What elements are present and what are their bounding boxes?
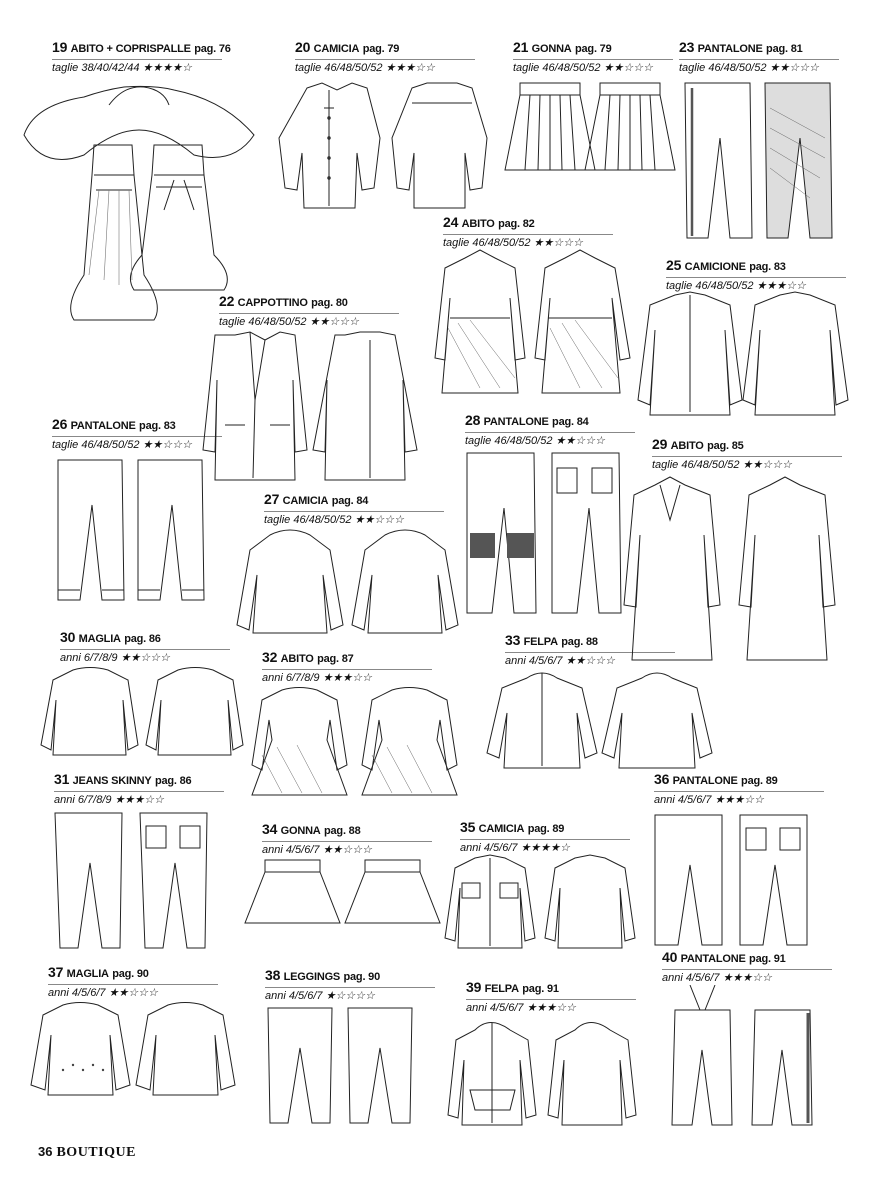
- item-sizes: anni 4/5/6/7: [262, 844, 320, 856]
- item-name: CAMICIA: [313, 43, 360, 55]
- sketch-trousers-36: [650, 810, 830, 950]
- divider: [465, 432, 635, 433]
- item-number: 27: [264, 491, 280, 507]
- item-number: 33: [505, 632, 521, 648]
- item-number: 39: [466, 979, 482, 995]
- item-page: pag. 79: [362, 43, 400, 55]
- item-sizes: taglie 38/40/42/44: [52, 62, 140, 74]
- item-number: 26: [52, 416, 68, 432]
- divider: [262, 669, 432, 670]
- item-number: 29: [652, 436, 668, 452]
- item-number: 36: [654, 771, 670, 787]
- sketch-dress-32: [242, 685, 467, 800]
- item-number: 38: [265, 967, 281, 983]
- item-name: PANTALONE: [70, 420, 136, 432]
- item-sizes: taglie 46/48/50/52: [666, 280, 754, 292]
- item-40: [662, 950, 832, 985]
- item-sizes: anni 4/5/6/7: [460, 842, 518, 854]
- item-number: 37: [48, 964, 64, 980]
- item-sizes: taglie 46/48/50/52: [465, 435, 553, 447]
- item-sizes: taglie 46/48/50/52: [264, 514, 352, 526]
- item-29: [652, 437, 842, 472]
- item-number: 19: [52, 39, 68, 55]
- item-name: PANTALONE: [672, 775, 738, 787]
- sketch-dress-29: [620, 475, 860, 665]
- item-19: [52, 39, 231, 75]
- item-page: pag. 88: [323, 825, 361, 837]
- difficulty-stars: ★☆☆☆☆: [325, 990, 375, 1002]
- sketch-shirt-20: [262, 78, 502, 210]
- sketch-sweater-30: [38, 665, 248, 765]
- item-sizes: anni 4/5/6/7: [662, 972, 720, 984]
- item-page: pag. 80: [311, 297, 348, 309]
- item-page: pag. 89: [741, 775, 778, 787]
- item-name: PANTALONE: [483, 416, 549, 428]
- item-page: pag. 76: [194, 43, 231, 55]
- difficulty-stars: ★★☆☆☆: [769, 62, 819, 74]
- difficulty-stars: ★★★☆☆: [114, 794, 164, 806]
- item-name: PANTALONE: [680, 953, 746, 965]
- item-name: GONNA: [531, 43, 572, 55]
- sketch-longshirt-25: [630, 290, 860, 418]
- divider: [48, 984, 218, 985]
- item-page: pag. 90: [112, 968, 149, 980]
- sketch-trousers-40: [660, 985, 840, 1130]
- item-name: ABITO: [670, 440, 704, 452]
- item-37: [48, 965, 218, 1000]
- item-32: [262, 650, 432, 685]
- item-page: pag. 84: [552, 416, 589, 428]
- sketch-trousers-26: [50, 455, 230, 605]
- item-number: 25: [666, 257, 682, 273]
- item-sizes: anni 6/7/8/9: [262, 672, 320, 684]
- item-number: 40: [662, 949, 678, 965]
- sketch-hoodie-39: [440, 1015, 640, 1130]
- divider: [264, 511, 444, 512]
- difficulty-stars: ★★☆☆☆: [742, 459, 792, 471]
- difficulty-stars: ★★☆☆☆: [309, 316, 359, 328]
- item-page: pag. 82: [498, 218, 535, 230]
- item-page: pag. 91: [522, 983, 559, 995]
- page-number: 36: [38, 1144, 53, 1159]
- divider: [679, 59, 839, 60]
- sketch-jeans-31: [50, 808, 230, 953]
- item-name: ABITO + COPRISPALLE: [70, 43, 191, 55]
- item-name: MAGLIA: [66, 968, 109, 980]
- item-page: pag. 90: [343, 971, 381, 983]
- item-page: pag. 87: [317, 653, 354, 665]
- sketch-leggings-38: [260, 1003, 430, 1128]
- item-number: 28: [465, 412, 481, 428]
- item-sizes: taglie 46/48/50/52: [679, 62, 767, 74]
- page-footer: [38, 1143, 136, 1161]
- difficulty-stars: ★★☆☆☆: [354, 514, 404, 526]
- item-name: ABITO: [280, 653, 314, 665]
- item-sizes: taglie 46/48/50/52: [219, 316, 307, 328]
- item-number: 21: [513, 39, 529, 55]
- divider: [262, 841, 432, 842]
- difficulty-stars: ★★★☆☆: [722, 972, 772, 984]
- item-sizes: anni 4/5/6/7: [48, 987, 106, 999]
- item-34: [262, 822, 432, 857]
- item-name: MAGLIA: [78, 633, 121, 645]
- item-20: [295, 40, 475, 75]
- item-name: ABITO: [461, 218, 495, 230]
- difficulty-stars: ★★★★☆: [142, 62, 192, 74]
- item-sizes: anni 6/7/8/9: [60, 652, 118, 664]
- sketch-dress-shrug: [14, 75, 264, 337]
- item-page: pag. 88: [561, 636, 598, 648]
- item-number: 30: [60, 629, 76, 645]
- difficulty-stars: ★★★☆☆: [322, 672, 372, 684]
- sketch-dress-24: [430, 248, 640, 400]
- item-name: FELPA: [523, 636, 558, 648]
- item-sizes: anni 4/5/6/7: [505, 655, 563, 667]
- difficulty-stars: ★★★★☆: [520, 842, 570, 854]
- sketch-sweater-37: [18, 1000, 243, 1100]
- divider: [265, 987, 435, 988]
- item-page: pag. 83: [139, 420, 176, 432]
- item-sizes: taglie 46/48/50/52: [513, 62, 601, 74]
- item-name: CAMICIONE: [684, 261, 746, 273]
- item-name: GONNA: [280, 825, 321, 837]
- divider: [652, 456, 842, 457]
- item-name: LEGGINGS: [283, 971, 341, 983]
- item-sizes: taglie 46/48/50/52: [443, 237, 531, 249]
- item-27: [264, 492, 444, 527]
- difficulty-stars: ★★★☆☆: [526, 1002, 576, 1014]
- item-24: [443, 215, 613, 250]
- sketch-trousers-28: [462, 448, 632, 618]
- divider: [52, 59, 222, 60]
- item-page: pag. 91: [749, 953, 786, 965]
- item-page: pag. 83: [749, 261, 786, 273]
- difficulty-stars: ★★☆☆☆: [555, 435, 605, 447]
- item-name: CAPPOTTINO: [237, 297, 308, 309]
- divider: [54, 791, 224, 792]
- item-name: JEANS SKINNY: [72, 775, 152, 787]
- item-name: FELPA: [484, 983, 519, 995]
- difficulty-stars: ★★☆☆☆: [120, 652, 170, 664]
- item-sizes: taglie 46/48/50/52: [52, 439, 140, 451]
- item-number: 32: [262, 649, 278, 665]
- item-name: CAMICIA: [478, 823, 525, 835]
- item-number: 31: [54, 771, 70, 787]
- sketch-skirt-21: [500, 78, 680, 178]
- sketch-trousers-23: [680, 78, 840, 243]
- item-21: [513, 40, 673, 75]
- item-number: 34: [262, 821, 278, 837]
- sketch-shirt-35: [440, 853, 640, 953]
- divider: [666, 277, 846, 278]
- item-page: pag. 79: [574, 43, 612, 55]
- item-25: [666, 258, 846, 293]
- item-number: 20: [295, 39, 311, 55]
- item-page: pag. 86: [124, 633, 161, 645]
- sketch-skirt-34: [240, 855, 445, 930]
- item-page: pag. 85: [707, 440, 744, 452]
- difficulty-stars: ★★★☆☆: [714, 794, 764, 806]
- item-sizes: taglie 46/48/50/52: [295, 62, 383, 74]
- item-sizes: anni 6/7/8/9: [54, 794, 112, 806]
- brand-logo: BOUTIQUE: [56, 1145, 136, 1160]
- divider: [60, 649, 230, 650]
- item-name: PANTALONE: [697, 43, 763, 55]
- item-38: [265, 968, 435, 1003]
- item-page: pag. 86: [154, 775, 192, 787]
- divider: [460, 839, 630, 840]
- difficulty-stars: ★★☆☆☆: [533, 237, 583, 249]
- item-number: 35: [460, 819, 476, 835]
- item-28: [465, 413, 635, 448]
- item-35: [460, 820, 630, 855]
- sketch-shirt-27: [235, 525, 465, 640]
- item-30: [60, 630, 230, 665]
- difficulty-stars: ★★☆☆☆: [565, 655, 615, 667]
- item-number: 23: [679, 39, 695, 55]
- difficulty-stars: ★★★☆☆: [385, 62, 435, 74]
- item-sizes: taglie 46/48/50/52: [652, 459, 740, 471]
- item-39: [466, 980, 636, 1015]
- item-number: 24: [443, 214, 459, 230]
- divider: [654, 791, 824, 792]
- difficulty-stars: ★★☆☆☆: [142, 439, 192, 451]
- divider: [443, 234, 613, 235]
- difficulty-stars: ★★☆☆☆: [322, 844, 372, 856]
- item-page: pag. 84: [331, 495, 369, 507]
- divider: [662, 969, 832, 970]
- divider: [295, 59, 475, 60]
- item-number: 22: [219, 293, 235, 309]
- item-page: pag. 89: [527, 823, 565, 835]
- difficulty-stars: ★★☆☆☆: [108, 987, 158, 999]
- sketch-coat-22: [195, 330, 435, 482]
- item-sizes: anni 4/5/6/7: [466, 1002, 524, 1014]
- difficulty-stars: ★★★☆☆: [756, 280, 806, 292]
- difficulty-stars: ★★☆☆☆: [603, 62, 653, 74]
- item-36: [654, 772, 824, 807]
- item-31: [54, 772, 224, 807]
- item-sizes: anni 4/5/6/7: [654, 794, 712, 806]
- item-23: [679, 40, 839, 75]
- item-sizes: anni 4/5/6/7: [265, 990, 323, 1002]
- sketch-hoodie-33: [482, 668, 737, 773]
- divider: [466, 999, 636, 1000]
- item-page: pag. 81: [766, 43, 803, 55]
- divider: [513, 59, 673, 60]
- item-name: CAMICIA: [282, 495, 329, 507]
